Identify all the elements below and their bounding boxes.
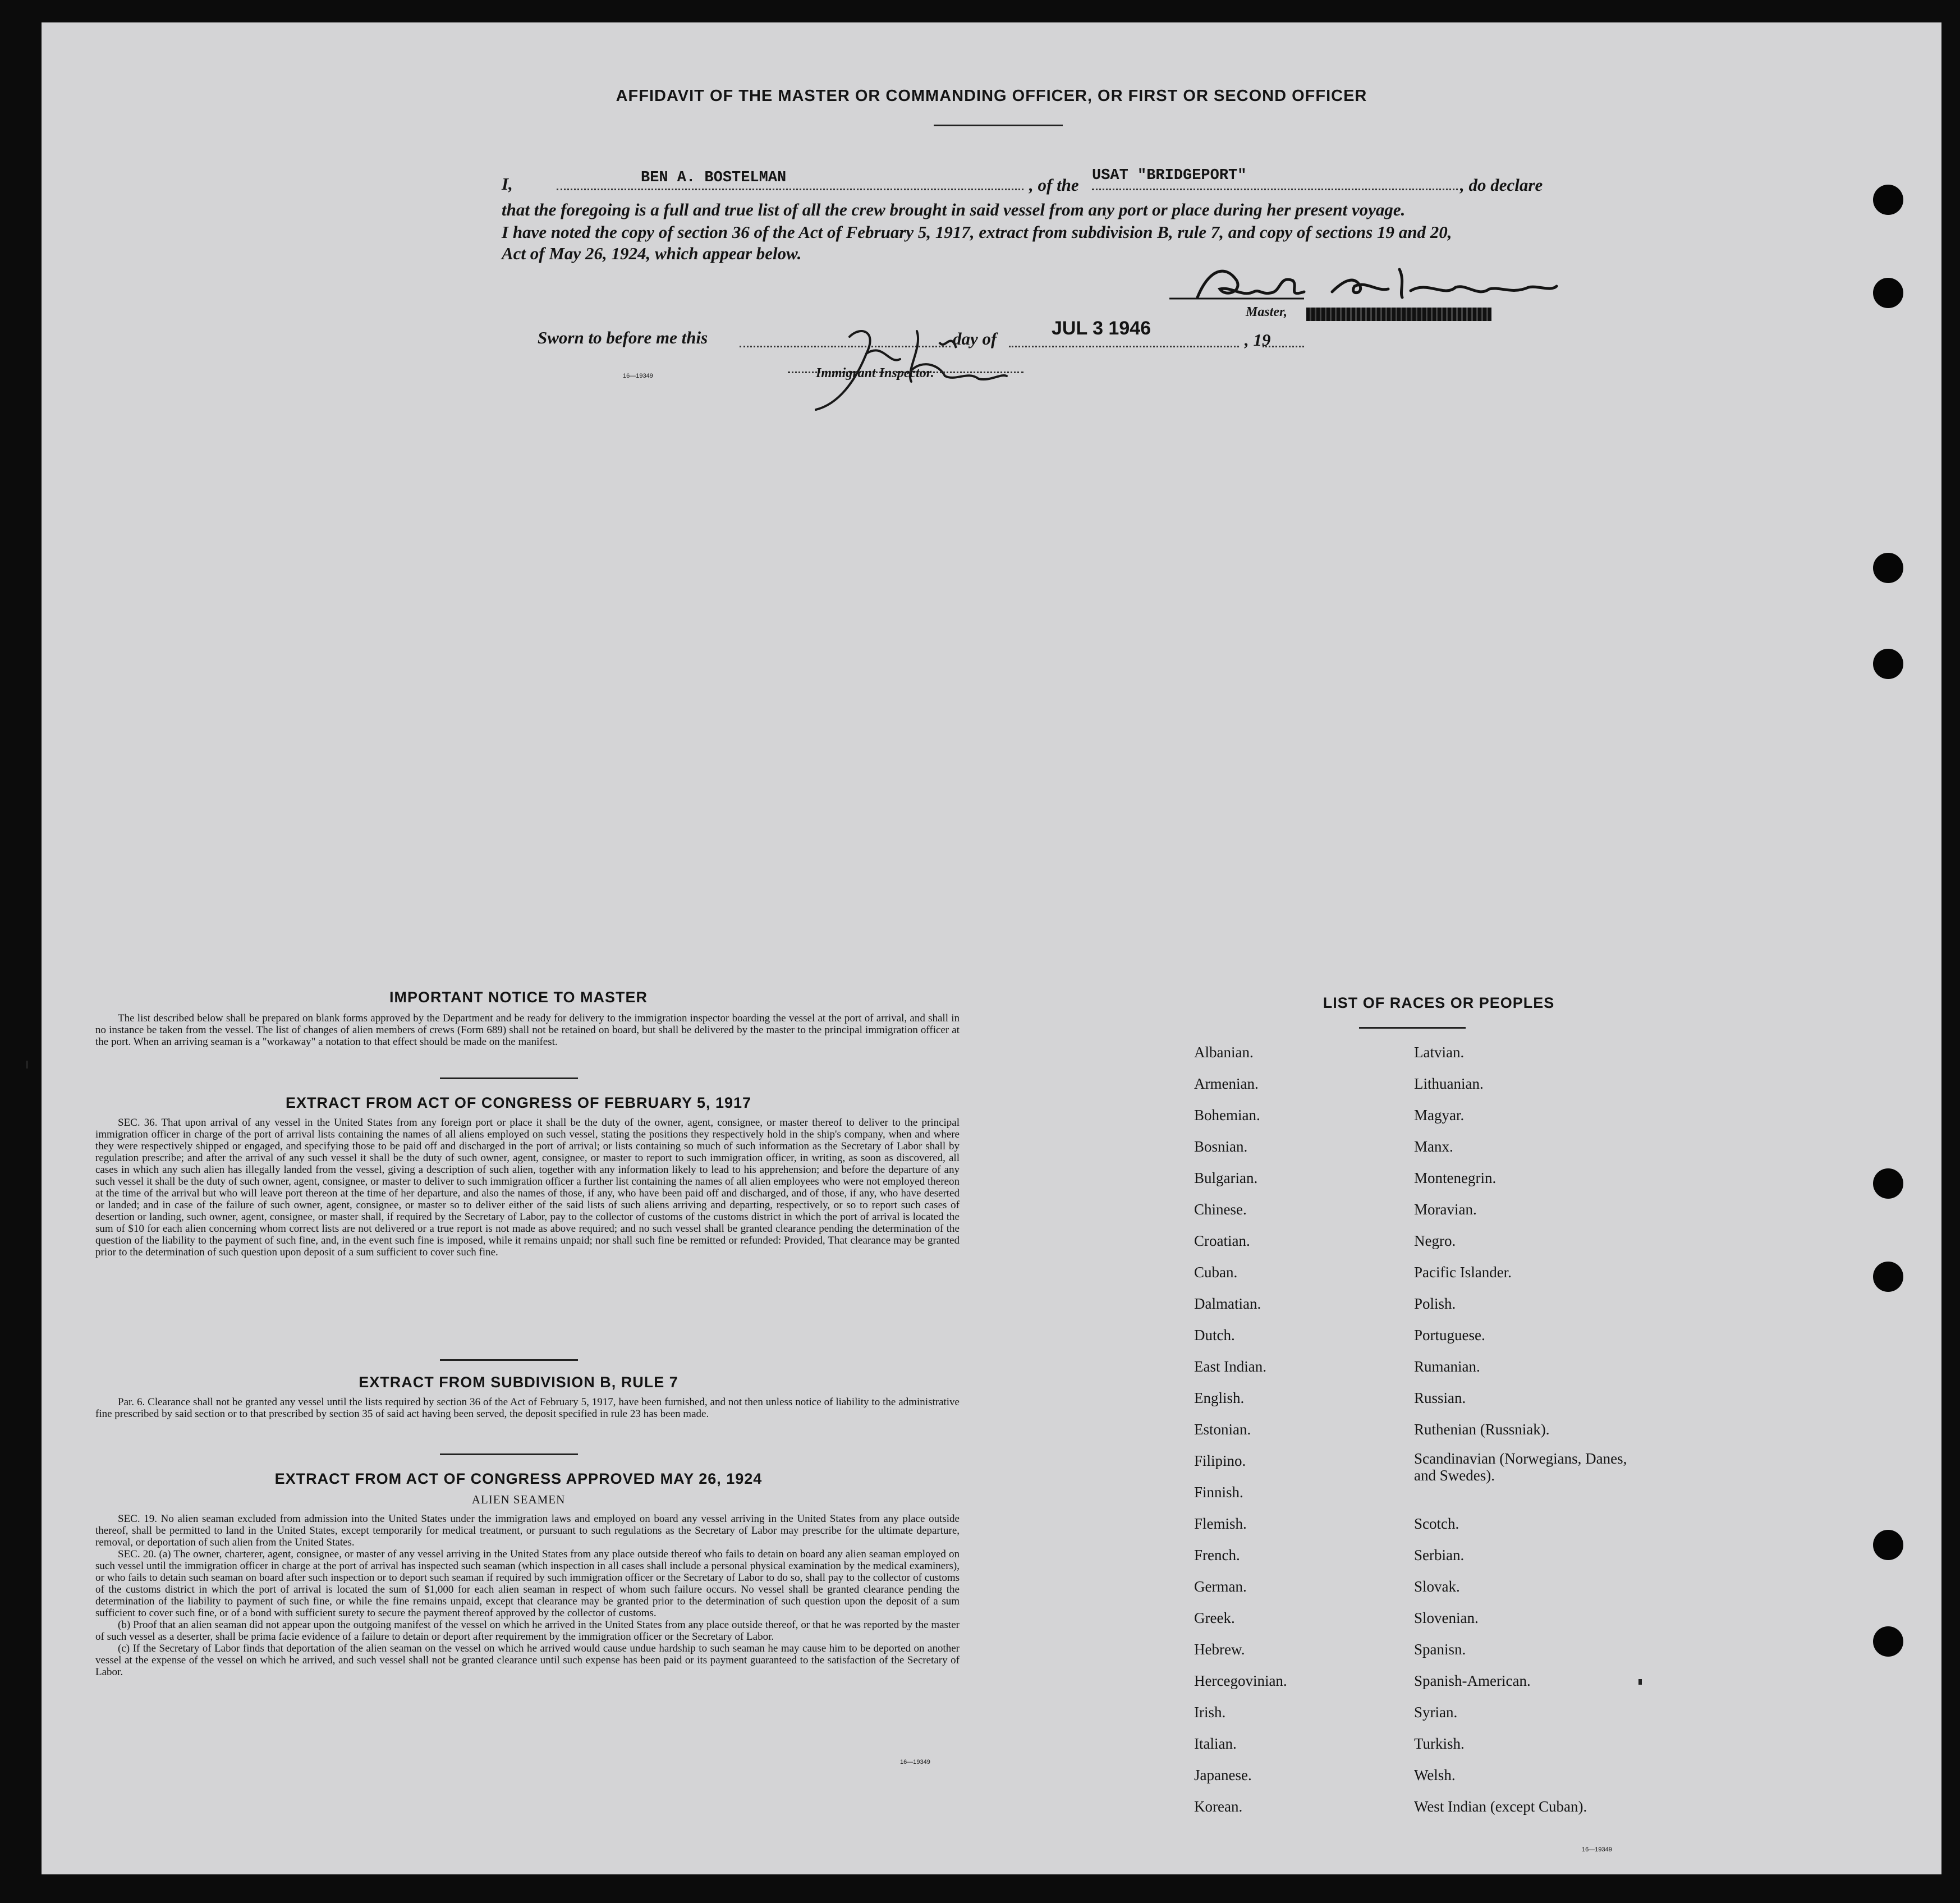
extract-1917-divider <box>440 1359 578 1361</box>
binder-hole <box>1873 1168 1903 1199</box>
race-item: Croatian. <box>1194 1232 1250 1249</box>
race-item: Montenegrin. <box>1414 1170 1497 1186</box>
extract-1917-heading: EXTRACT FROM ACT OF CONGRESS OF FEBRUARY 5, 1917 <box>285 1094 752 1111</box>
master-signature <box>1164 258 1568 309</box>
day-of-label: day of <box>953 329 997 348</box>
stamped-date: JUL 3 1946 <box>1052 318 1151 339</box>
section-36-paragraph: SEC. 36. That upon arrival of any vessel in the United States from any foreign port or place it shall be the duty of the owner, agent, consignee, or master thereof to deliver to the principal immigration officer in charge of the port of arrival lists containing the names of all aliens employed on such vessel, stating the positions they respectively hold in the ship's company, when and where they were respectively shipped or engaged, and specifying those to be paid off and discharged in the port of arrival; or lists containing so much of such information as the Secretary of Labor shall by regulation prescribe; and after the arrival of any such vessel it shall be the duty of such owner, agent, consignee, or master to report to such immigration officer, in writing, as soon as discovered, all cases in which any such alien has illegally landed from the vessel, giving a description of such alien, together with any information likely to lead to his apprehension; and before the departure of any such vessel it shall be the duty of such owner, agent, consignee, or master to deliver to such immigration officer a further list containing the names of all alien employees who were not employed thereon at the time of the arrival but who will leave port thereon at the time of her departure, and also the names of those, if any, who have been paid off and discharged, and of those, if any, who have deserted or landed; and in case of the failure of such owner, agent, consignee, or master so to deliver either of the said lists of such aliens arriving and departing, respectively, or so to report such cases of desertion or landing, such owner, agent, consignee, or master shall, if required by the Secretary of Labor, pay to the collector of customs of the customs district in which the port of arrival is located the sum of $10 for each alien concerning whom correct lists are not delivered or a true report is not made as above required; and no such vessel shall be granted clearance pending the determination of the question of the liability to the payment of such fine, and, in the event such fine is imposed, while it remains unpaid; nor shall such fine be remitted or refunded: Provided, That clearance may be granted prior to the determination of such question upon deposit of a sum sufficient to cover such fine. <box>95 1117 960 1258</box>
race-item: Filipino. <box>1194 1452 1246 1469</box>
race-item: Scandinavian (Norwegians, Danes, and Swedes). <box>1414 1450 1627 1484</box>
race-item: Japanese. <box>1194 1767 1252 1783</box>
race-item: Serbian. <box>1414 1547 1465 1563</box>
sworn-month-line <box>1009 346 1239 347</box>
race-item: Scotch. <box>1414 1515 1459 1532</box>
race-item: West Indian (except Cuban). <box>1414 1798 1587 1815</box>
race-item: Bosnian. <box>1194 1138 1248 1155</box>
race-item: Turkish. <box>1414 1735 1465 1752</box>
race-item: Latvian. <box>1414 1044 1465 1061</box>
race-item: Moravian. <box>1414 1201 1477 1218</box>
race-item: Cuban. <box>1194 1264 1238 1281</box>
declaration-line-1: that the foregoing is a full and true list of all the crew brought in said vessel from any port or place during her present voyage. <box>502 200 1406 219</box>
race-item: Flemish. <box>1194 1515 1247 1532</box>
race-item: East Indian. <box>1194 1358 1266 1375</box>
title-divider <box>934 125 1063 126</box>
race-item: Greek. <box>1194 1609 1235 1626</box>
declaration-line-2: I have noted the copy of section 36 of the Act of February 5, 1917, extract from subdivision B, rule 7, and copy of sections 19 and 20, <box>502 222 1452 242</box>
race-item: Slovenian. <box>1414 1609 1479 1626</box>
extract-1924-heading: EXTRACT FROM ACT OF CONGRESS APPROVED MAY 26, 1924 <box>274 1470 763 1487</box>
stray-mark <box>1638 1679 1642 1685</box>
binder-hole <box>1873 1530 1903 1560</box>
race-item: Negro. <box>1414 1232 1456 1249</box>
extract-rule7-heading: EXTRACT FROM SUBDIVISION B, RULE 7 <box>359 1374 678 1391</box>
vessel-name-line <box>1092 189 1462 190</box>
race-item: Finnish. <box>1194 1484 1243 1501</box>
races-heading: LIST OF RACES OR PEOPLES <box>1323 994 1555 1011</box>
race-item: Pacific Islander. <box>1414 1264 1512 1281</box>
form-number-left: 16—19349 <box>900 1759 930 1766</box>
race-item: Hebrew. <box>1194 1641 1245 1658</box>
master-name: BEN A. BOSTELMAN <box>641 169 787 186</box>
binder-hole <box>1873 553 1903 583</box>
race-item: Lithuanian. <box>1414 1075 1484 1092</box>
edge-mark <box>26 1061 28 1069</box>
race-item: Syrian. <box>1414 1704 1458 1721</box>
race-item: Dalmatian. <box>1194 1295 1261 1312</box>
race-item: Magyar. <box>1414 1107 1465 1124</box>
race-item: German. <box>1194 1578 1247 1595</box>
race-item: Spanish-American. <box>1414 1672 1531 1689</box>
extract-rule7-divider <box>440 1453 578 1455</box>
struck-out-officer-text <box>1306 308 1491 321</box>
race-item: Portuguese. <box>1414 1327 1485 1343</box>
master-name-line <box>557 189 1023 190</box>
year-line <box>1263 346 1304 347</box>
binder-hole <box>1873 649 1903 679</box>
binder-hole <box>1873 1626 1903 1657</box>
race-item: Irish. <box>1194 1704 1226 1721</box>
extract-rule7-text <box>95 1396 960 1420</box>
race-item: Bohemian. <box>1194 1107 1260 1124</box>
race-item: Spanisn. <box>1414 1641 1466 1658</box>
race-item: Manx. <box>1414 1138 1453 1155</box>
race-item: Rumanian. <box>1414 1358 1480 1375</box>
section-19-paragraph: SEC. 19. No alien seaman excluded from admission into the United States under the immigration laws and employed on board any vessel arriving in the United States from any place outside thereof, shall be permitted to land in the United States, except temporarily for medical treatment, or pursuant to such regulations as the Secretary of Labor may prescribe for the ultimate departure, removal, or deportation of such alien from the United States. <box>95 1513 960 1548</box>
paragraph-6: Par. 6. Clearance shall not be granted any vessel until the lists required by section 36 of the Act of February 5, 1917, have been furnished, and not then unless notice of liability to the administrative fine prescribed by said section or to that prescribed by section 35 of said act having been served, the deposit specified in rule 23 has been made. <box>95 1396 960 1420</box>
sworn-label: Sworn to before me this <box>538 328 708 347</box>
race-item: Armenian. <box>1194 1075 1259 1092</box>
section-20a-paragraph: SEC. 20. (a) The owner, charterer, agent, consignee, or master of any vessel arriving in the United States from any place outside thereof who fails to detain on board any alien seaman employed on such vessel until the immigration officer in charge at the port of arrival has inspected such seaman (which inspection in all cases shall include a personal physical examination by the medical examiners), or who fails to detain such seaman on board after such inspection or to deport such seaman if required by such immigration officer or the Secretary of Labor to do so, shall pay to the collector of customs of the customs district in which the port of arrival is located the sum of $1,000 for each alien seaman in respect of whom such failure occurs. No vessel shall be granted clearance pending the determination of the liability to payment of such fine, or while the fine remains unpaid, except that clearance may be granted prior to the determination of such question upon the deposit of a sum sufficient to cover such fine, or of a bond with sufficient surety to secure the payment thereof approved by the collector of customs. <box>95 1548 960 1619</box>
of-the-label: , of the <box>1029 175 1079 195</box>
binder-hole <box>1873 1262 1903 1292</box>
alien-seamen-subheading: ALIEN SEAMEN <box>471 1493 566 1506</box>
affidavit-i-label: I, <box>502 174 513 194</box>
vessel-name: USAT "BRIDGEPORT" <box>1092 167 1247 184</box>
master-title-label: Master, <box>1246 305 1288 319</box>
race-item: Estonian. <box>1194 1421 1251 1438</box>
do-declare-label: , do declare <box>1460 175 1543 195</box>
inspector-label: Immigrant Inspector. <box>816 366 934 380</box>
notice-text <box>95 1012 960 1048</box>
form-number-right: 16—19349 <box>1582 1846 1612 1853</box>
race-item: Polish. <box>1414 1295 1456 1312</box>
binder-hole <box>1873 278 1903 308</box>
race-item: Bulgarian. <box>1194 1170 1258 1186</box>
race-item: Welsh. <box>1414 1767 1456 1783</box>
race-item: Korean. <box>1194 1798 1243 1815</box>
race-item: English. <box>1194 1390 1245 1406</box>
race-item: Italian. <box>1194 1735 1237 1752</box>
section-20b-paragraph: (b) Proof that an alien seaman did not appear upon the outgoing manifest of the vessel on which he arrived in the United States from any place outside thereof, or that he was reported by the master of such vessel as a deserter, shall be prima facie evidence of a failure to detain or deport after requirement by the immigration officer or the Secretary of Labor. <box>95 1619 960 1643</box>
races-divider <box>1359 1027 1466 1029</box>
notice-heading: IMPORTANT NOTICE TO MASTER <box>389 989 648 1006</box>
binder-hole <box>1873 185 1903 215</box>
section-20c-paragraph: (c) If the Secretary of Labor finds that deportation of the alien seaman on the vessel on which he arrived would cause undue hardship to such seaman he may cause him to be deported on another vessel at the expense of the vessel on which he arrived, and such vessel shall not be granted clearance until such expense has been paid or its payment guaranteed to the satisfaction of the Secretary of Labor. <box>95 1643 960 1678</box>
extract-1917-text <box>95 1117 960 1258</box>
manifest-page <box>42 22 1941 1874</box>
race-item: Chinese. <box>1194 1201 1247 1218</box>
race-item: Slovak. <box>1414 1578 1460 1595</box>
affidavit-title: AFFIDAVIT OF THE MASTER OR COMMANDING OFFICER, OR FIRST OR SECOND OFFICER <box>616 87 1367 105</box>
race-item: Ruthenian (Russniak). <box>1414 1421 1550 1438</box>
declaration-line-3: Act of May 26, 1924, which appear below. <box>502 244 802 263</box>
race-item: Russian. <box>1414 1390 1466 1406</box>
form-number-top: 16—19349 <box>623 373 653 379</box>
extract-1924-text <box>95 1513 960 1678</box>
race-item: Hercegovinian. <box>1194 1672 1287 1689</box>
notice-divider <box>440 1077 578 1079</box>
year-label: , 19 <box>1245 330 1271 350</box>
race-item: French. <box>1194 1547 1240 1563</box>
notice-paragraph: The list described below shall be prepared on blank forms approved by the Department and be ready for delivery to the immigration inspector boarding the vessel at the port of arrival, and shall in no instance be taken from the vessel. The list of changes of alien members of crews (Form 689) shall not be retained on board, but shall be delivered by the master to the principal immigration officer at the port. When an arriving seaman is a "workaway" a notation to that effect should be made on the manifest. <box>95 1012 960 1048</box>
race-item: Albanian. <box>1194 1044 1254 1061</box>
race-item: Dutch. <box>1194 1327 1235 1343</box>
